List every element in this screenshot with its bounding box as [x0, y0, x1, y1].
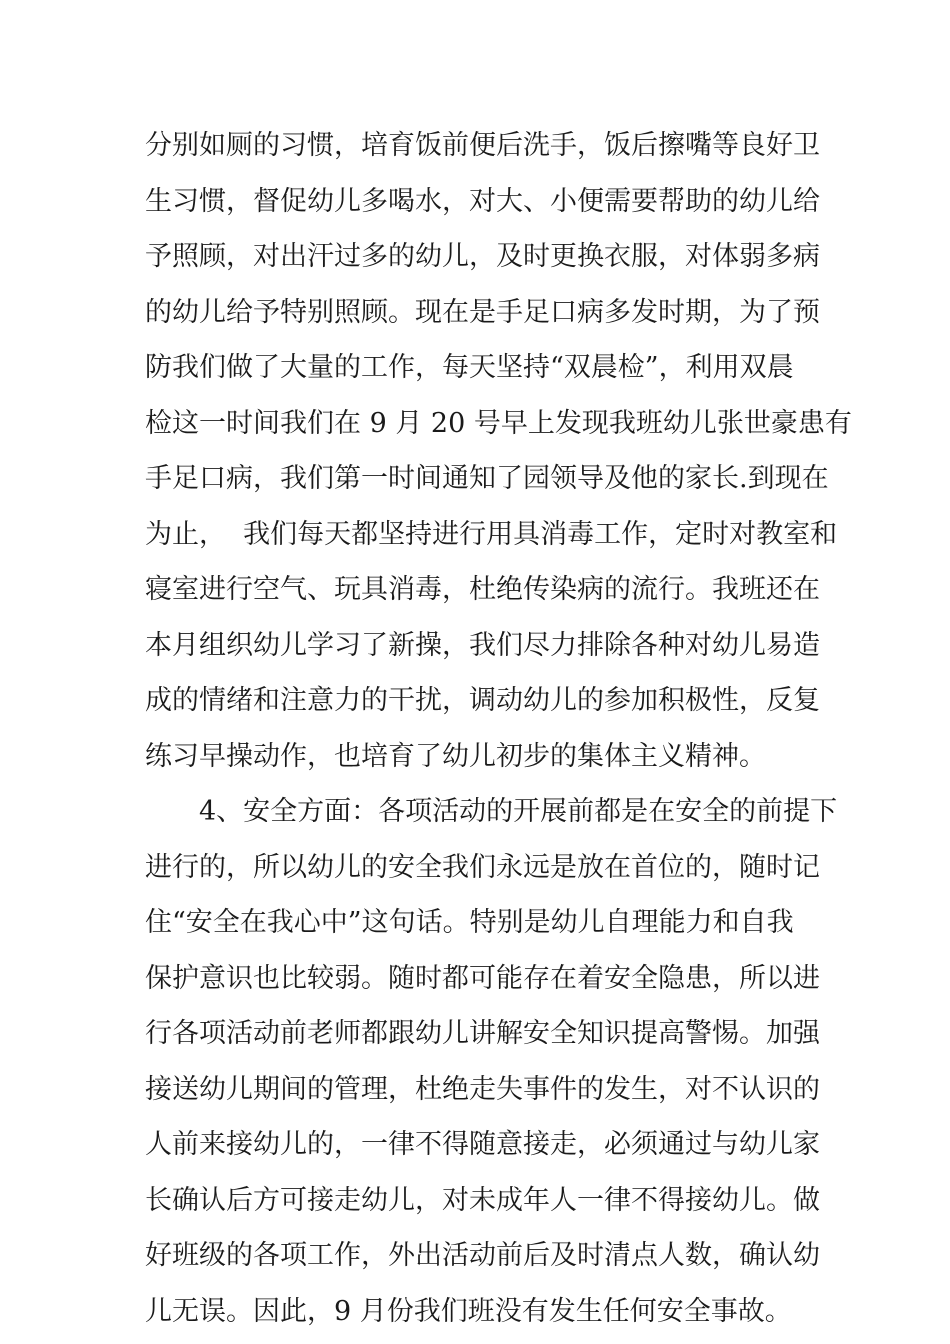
text-line: 长确认后方可接走幼儿，对未成年人一律不得接幼儿。做: [145, 1184, 820, 1216]
text-line: 行各项活动前老师都跟幼儿讲解安全知识提高警惕。加强: [145, 1018, 820, 1049]
text-line: 为止， 我们每天都坚持进行用具消毒工作，定时对教室和: [145, 518, 838, 550]
text-line: 人前来接幼儿的，一律不得随意接走，必须通过与幼儿家: [145, 1129, 820, 1160]
text-line: 接送幼儿期间的管理，杜绝走失事件的发生，对不认识的: [145, 1073, 820, 1105]
text-line: 分别如厕的习惯，培育饭前便后洗手，饭后擦嘴等良好卫: [145, 130, 820, 161]
text-line: 本月组织幼儿学习了新操，我们尽力排除各种对幼儿易造: [145, 629, 820, 661]
text-line: 住“安全在我心中”这句话。特别是幼儿自理能力和自我: [145, 907, 794, 938]
text-line: 进行的，所以幼儿的安全我们永远是放在首位的，随时记: [145, 851, 820, 883]
text-line: 生习惯，督促幼儿多喝水，对大、小便需要帮助的幼儿给: [145, 185, 820, 217]
body-text: [145, 118, 852, 1339]
text-line: 手足口病，我们第一时间通知了园领导及他的家长.到现在: [145, 463, 829, 494]
text-line: 练习早操动作，也培育了幼儿初步的集体主义精神。: [145, 740, 766, 772]
text-line: 儿无误。因此，9 月份我们班没有发生任何安全事故。: [145, 1295, 792, 1327]
text-line: 的幼儿给予特别照顾。现在是手足口病多发时期，为了预: [145, 296, 820, 328]
text-line: 检这一时间我们在 9 月 20 号早上发现我班幼儿张世豪患有: [145, 407, 852, 439]
text-line: 保护意识也比较弱。随时都可能存在着安全隐患，所以进: [145, 962, 820, 994]
text-line: 寝室进行空气、玩具消毒，杜绝传染病的流行。我班还在: [145, 574, 820, 605]
section-heading-line: 4、安全方面：各项活动的开展前都是在安全的前提下: [199, 796, 838, 827]
text-line: 予照顾，对出汗过多的幼儿，及时更换衣服，对体弱多病: [145, 241, 820, 272]
text-line: 成的情绪和注意力的干扰，调动幼儿的参加积极性，反复: [145, 685, 820, 716]
text-line: 防我们做了大量的工作，每天坚持“双晨检”，利用双晨: [145, 352, 794, 383]
text-line: 好班级的各项工作，外出活动前后及时清点人数，确认幼: [145, 1240, 820, 1271]
